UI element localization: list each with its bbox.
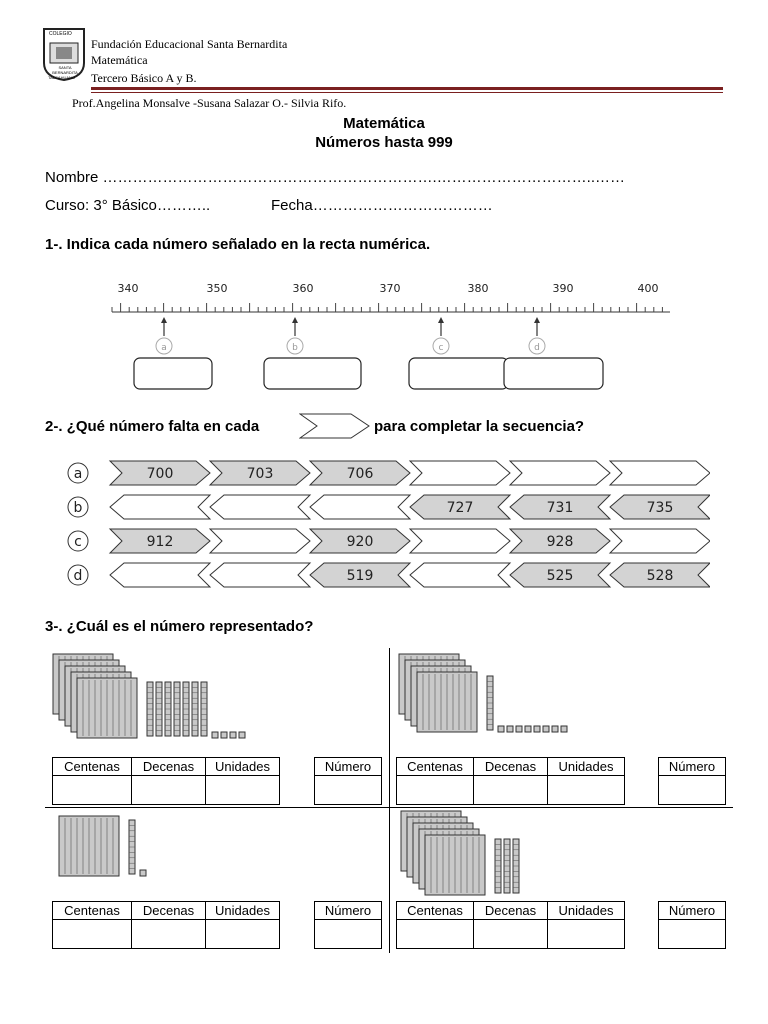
tick-label: 370 (379, 282, 401, 295)
unit-cube (212, 732, 218, 738)
marker-a (134, 317, 212, 389)
page-subtitle: Números hasta 999 (315, 134, 453, 151)
school-logo (42, 27, 86, 81)
header-decenas: Decenas (474, 758, 548, 776)
sequence-cell (310, 495, 410, 519)
question-3-title: 3-. ¿Cuál es el número representado? (45, 618, 314, 635)
answer-cell-unidades[interactable] (548, 776, 625, 805)
header-centenas: Centenas (397, 758, 474, 776)
answer-cell-numero[interactable] (659, 920, 726, 949)
unit-cube (552, 726, 558, 732)
answer-cell-decenas[interactable] (132, 920, 206, 949)
ten-rod (487, 676, 493, 730)
sequence-row-b (68, 495, 710, 519)
answer-cell-decenas[interactable] (132, 776, 206, 805)
unit-cube (230, 732, 236, 738)
answer-cell-centenas[interactable] (53, 776, 132, 805)
tick-label: 360 (292, 282, 314, 295)
row-label: c (74, 534, 82, 550)
header-numero: Número (315, 758, 382, 776)
answer-cell-unidades[interactable] (548, 920, 625, 949)
unit-cube (140, 870, 146, 876)
ten-rod (504, 839, 510, 893)
ten-rod (495, 839, 501, 893)
marker-c (409, 317, 508, 389)
answer-cell-unidades[interactable] (206, 920, 280, 949)
ten-rod (165, 682, 171, 736)
ten-rod (147, 682, 153, 736)
answer-cell-centenas[interactable] (53, 920, 132, 949)
sequence-value: 519 (346, 568, 374, 584)
hundred-flat (77, 678, 137, 738)
sequence-cell (110, 563, 210, 587)
answer-box (134, 358, 212, 389)
ten-rod (513, 839, 519, 893)
marker-letter: c (438, 343, 444, 353)
sequence-value: 735 (646, 500, 674, 516)
sequence-cell (210, 529, 310, 553)
answer-box (409, 358, 508, 389)
header-unidades: Unidades (206, 902, 280, 920)
tick-label: 400 (637, 282, 659, 295)
unit-cube (239, 732, 245, 738)
sequence-cell (410, 461, 510, 485)
header-numero: Número (659, 902, 726, 920)
sequence-cell (210, 495, 310, 519)
subject-name: Matemática (91, 53, 148, 67)
question-2-title: 2-. ¿Qué número falta en cada (45, 418, 260, 435)
sequence-value: 912 (146, 534, 174, 550)
teachers: Prof.Angelina Monsalve -Susana Salazar O.- Silvia Rifo. (72, 96, 347, 110)
sequence-value: 706 (346, 466, 374, 482)
block-set-2 (399, 654, 567, 732)
hundred-flat (59, 816, 119, 876)
page-title: Matemática (343, 115, 425, 132)
block-set-4 (401, 811, 519, 895)
answer-cell-centenas[interactable] (397, 920, 474, 949)
tick-label: 340 (117, 282, 139, 295)
unit-cube (221, 732, 227, 738)
question-1-title: 1-. Indica cada número señalado en la recta numérica. (45, 236, 431, 253)
answer-cell-numero[interactable] (659, 776, 726, 805)
answer-box (504, 358, 603, 389)
unit-cube (507, 726, 513, 732)
marker-arrowhead (438, 317, 444, 323)
sequence-value: 700 (146, 466, 174, 482)
sequence-arrows (60, 455, 710, 600)
answer-box (264, 358, 361, 389)
sequence-row-d (68, 563, 710, 587)
number-table-2 (658, 757, 726, 805)
row-label: d (73, 568, 83, 584)
course-field[interactable]: Curso: 3° Básico……….. (45, 197, 211, 214)
ten-rod (129, 820, 135, 874)
marker-arrowhead (292, 317, 298, 323)
sequence-cell (210, 563, 310, 587)
place-value-table-1 (52, 757, 280, 805)
row-label: b (73, 500, 83, 516)
number-line (100, 278, 680, 398)
answer-cell-numero[interactable] (315, 776, 382, 805)
sequence-cell (410, 563, 510, 587)
logo-text-name: SANTA BERNARDITA (52, 65, 78, 75)
unit-cube (534, 726, 540, 732)
marker-arrowhead (534, 317, 540, 323)
marker-letter: b (292, 343, 298, 353)
tick-label: 350 (206, 282, 228, 295)
unit-cube (525, 726, 531, 732)
ten-rod (192, 682, 198, 736)
sequence-cell (410, 529, 510, 553)
marker-letter: d (534, 343, 540, 353)
sequence-value: 727 (446, 500, 474, 516)
header-centenas: Centenas (53, 758, 132, 776)
sequence-row-a (68, 461, 710, 485)
unit-cube (516, 726, 522, 732)
sequence-value: 703 (246, 466, 274, 482)
school-name: Fundación Educacional Santa Bernardita (91, 37, 288, 51)
header-decenas: Decenas (132, 902, 206, 920)
tick-label: 380 (467, 282, 489, 295)
header-decenas: Decenas (474, 902, 548, 920)
row-label: a (73, 466, 83, 482)
answer-cell-decenas[interactable] (474, 920, 548, 949)
question-2-title-end: para completar la secuencia? (374, 418, 585, 435)
hundred-flat (425, 835, 485, 895)
answer-cell-unidades[interactable] (206, 776, 280, 805)
number-line-markers (134, 317, 603, 389)
name-field[interactable]: Nombre ………………………………………………………….…………………………..…… (45, 169, 626, 186)
place-value-table-2 (396, 757, 625, 805)
sequence-value: 920 (346, 534, 374, 550)
ten-rod (156, 682, 162, 736)
sequence-value: 731 (546, 500, 574, 516)
arrow-shape-icon (299, 413, 371, 439)
logo-text-top: COLEGIO (49, 31, 72, 37)
answer-cell-centenas[interactable] (397, 776, 474, 805)
ten-rod (201, 682, 207, 736)
unit-cube (543, 726, 549, 732)
grade-name: Tercero Básico A y B. (91, 71, 197, 85)
answer-cell-numero[interactable] (315, 920, 382, 949)
header-rule (91, 87, 723, 90)
header-unidades: Unidades (206, 758, 280, 776)
ten-rod (183, 682, 189, 736)
number-table-4 (658, 901, 726, 949)
marker-arrowhead (161, 317, 167, 323)
number-table-3 (314, 901, 382, 949)
header-unidades: Unidades (548, 758, 625, 776)
marker-letter: a (161, 343, 167, 353)
number-table-1 (314, 757, 382, 805)
header-numero: Número (315, 902, 382, 920)
header-centenas: Centenas (53, 902, 132, 920)
header-numero: Número (659, 758, 726, 776)
block-set-1 (53, 654, 245, 738)
number-line-tick-labels (118, 282, 659, 295)
sequence-row-c (68, 529, 710, 553)
marker-d (504, 317, 603, 389)
sequence-cell (510, 461, 610, 485)
header-unidades: Unidades (548, 902, 625, 920)
hundred-flat (417, 672, 477, 732)
logo-text-city: TALCAHUANO (48, 75, 76, 80)
ten-rod (174, 682, 180, 736)
number-line-ticks (112, 303, 662, 312)
block-set-3 (59, 816, 146, 876)
header-decenas: Decenas (132, 758, 206, 776)
marker-b (264, 317, 361, 389)
header-rule-thin (91, 92, 723, 93)
header-centenas: Centenas (397, 902, 474, 920)
sequence-value: 525 (546, 568, 574, 584)
sequence-cell (610, 461, 710, 485)
place-value-table-4 (396, 901, 625, 949)
sequence-value: 528 (646, 568, 674, 584)
tick-label: 390 (552, 282, 574, 295)
place-value-table-3 (52, 901, 280, 949)
sequence-cell (610, 529, 710, 553)
date-field[interactable]: Fecha……………………………… (271, 197, 493, 214)
sequence-value: 928 (546, 534, 574, 550)
answer-cell-decenas[interactable] (474, 776, 548, 805)
unit-cube (498, 726, 504, 732)
sequence-cell (110, 495, 210, 519)
unit-cube (561, 726, 567, 732)
